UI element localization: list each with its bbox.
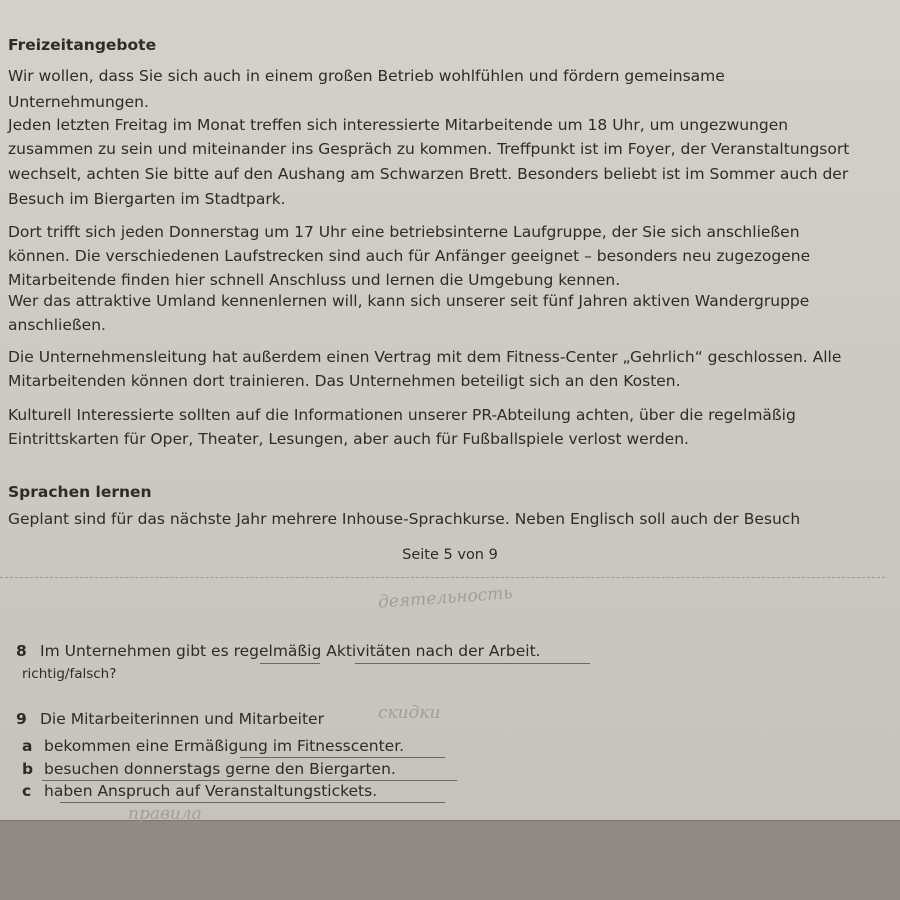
paragraph-line: Wir wollen, dass Sie sich auch in einem großen Betrieb wohlfühlen und fördern gemeinsame: [8, 67, 725, 85]
paragraph-line: können. Die verschiedenen Laufstrecken sind auch für Anfänger geeignet – besonders neu zugezogene: [8, 247, 811, 265]
paragraph-line: Jeden letzten Freitag im Monat treffen sich interessierte Mitarbeitende um 18 Uhr, um ungezwungen: [8, 116, 789, 134]
question-text: Im Unternehmen gibt es regelmäßig Aktivitäten nach der Arbeit.: [40, 642, 541, 660]
question-9: [16, 710, 324, 728]
option-a[interactable]: [22, 737, 404, 755]
paragraph-line: Eintrittskarten für Oper, Theater, Lesungen, aber auch für Fußballspiele verlost werden.: [8, 430, 689, 448]
option-letter: a: [22, 737, 33, 755]
question-8: [16, 642, 541, 660]
option-c[interactable]: [22, 782, 377, 800]
paragraph-line: Mitarbeitende finden hier schnell Anschluss und lernen die Umgebung kennen.: [8, 271, 621, 289]
paragraph-line: Kulturell Interessierte sollten auf die Informationen unserer PR-Abteilung achten, über die regelmäßig: [8, 406, 796, 424]
paragraph-line: Geplant sind für das nächste Jahr mehrere Inhouse-Sprachkurse. Neben Englisch soll auch der Besuch: [8, 510, 801, 528]
section-heading-freizeit: Freizeitangebote: [8, 36, 157, 54]
pen-underline: [260, 663, 320, 664]
option-text: besuchen donnerstags gerne den Biergarten.: [44, 760, 396, 778]
section-heading-sprachen: Sprachen lernen: [8, 483, 152, 501]
paragraph-line: zusammen zu sein und miteinander ins Gespräch zu kommen. Treffpunkt ist im Foyer, der Veranstaltungsort: [8, 140, 850, 158]
paragraph-line: Die Unternehmensleitung hat außerdem einen Vertrag mit dem Fitness-Center „Gehrlich“ geschlossen. Alle: [8, 348, 842, 366]
option-text: haben Anspruch auf Veranstaltungstickets.: [44, 782, 378, 800]
pen-underline: [60, 802, 445, 803]
pen-underline: [240, 757, 445, 758]
answer-format-label: richtig/falsch?: [22, 666, 117, 682]
pen-underline: [42, 780, 457, 781]
option-b[interactable]: [22, 760, 396, 778]
question-number: 8: [16, 642, 27, 660]
paragraph-line: Wer das attraktive Umland kennenlernen will, kann sich unserer seit fünf Jahren aktiven Wandergruppe: [8, 292, 810, 310]
pen-underline: [355, 663, 590, 664]
paragraph-line: wechselt, achten Sie bitte auf den Aushang am Schwarzen Brett. Besonders beliebt ist im Sommer auch der: [8, 165, 849, 183]
question-text: Die Mitarbeiterinnen und Mitarbeiter: [40, 710, 324, 728]
paragraph-line: Unternehmungen.: [8, 93, 149, 111]
option-text: bekommen eine Ermäßigung im Fitnesscenter.: [44, 737, 405, 755]
paragraph-line: Besuch im Biergarten im Stadtpark.: [8, 190, 286, 208]
handwritten-note: скидки: [378, 703, 441, 723]
question-number: 9: [16, 710, 27, 728]
page-number: Seite 5 von 9: [402, 547, 498, 563]
handwritten-note: деятельность: [377, 583, 514, 613]
paragraph-line: Dort trifft sich jeden Donnerstag um 17 Uhr eine betriebsinterne Laufgruppe, der Sie sich anschließen: [8, 223, 800, 241]
page-divider: [0, 577, 885, 578]
handwritten-note: правила: [128, 804, 202, 824]
paragraph-line: anschließen.: [8, 316, 106, 334]
option-letter: c: [22, 782, 32, 800]
option-letter: b: [22, 760, 34, 778]
paragraph-line: Mitarbeitenden können dort trainieren. Das Unternehmen beteiligt sich an den Kosten.: [8, 372, 681, 390]
